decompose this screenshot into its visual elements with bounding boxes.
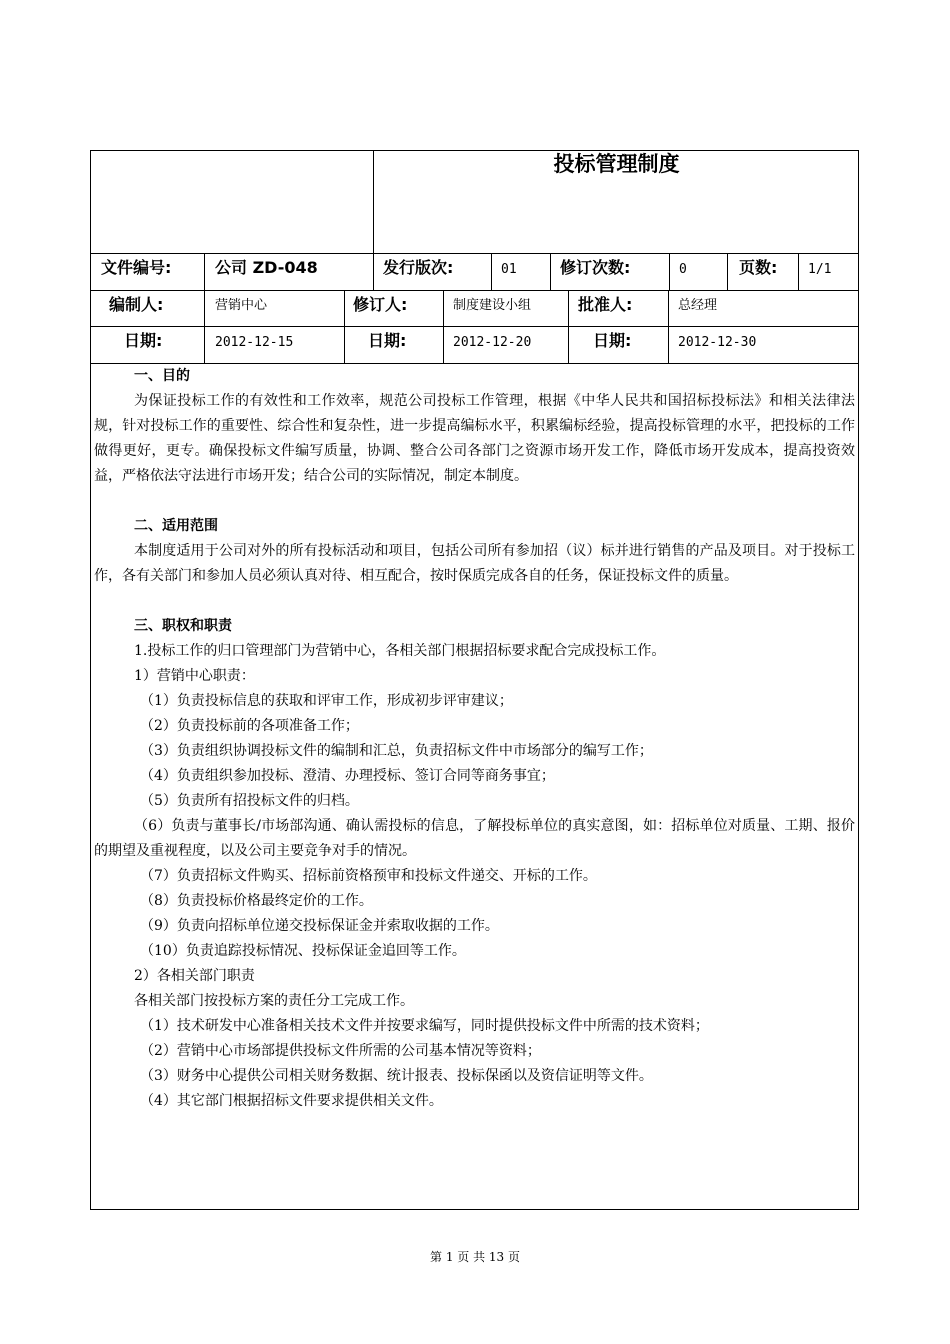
reviser-label: 修订人:: [353, 295, 408, 314]
date-label: 日期:: [124, 331, 163, 350]
document-body: [90, 364, 859, 1114]
list-item: （4）负责组织参加投标、澄清、办理授标、签订合同等商务事宜；: [140, 768, 555, 784]
table-rule: [204, 253, 205, 290]
author-value: 营销中心: [215, 298, 268, 313]
list-item: （9）负责向招标单位递交投标保证金并索取收据的工作。: [140, 918, 499, 934]
list-item: （1）技术研发中心准备相关技术文件并按要求编写，同时提供投标文件中所需的技术资料；: [140, 1018, 709, 1034]
section-heading: 一、目的: [134, 368, 190, 384]
edition-label: 发行版次:: [383, 258, 454, 277]
table-rule: [550, 253, 551, 290]
paragraph: 1.投标工作的归口管理部门为营销中心，各相关部门根据招标要求配合完成投标工作。: [134, 643, 666, 659]
list-item: （10）负责追踪投标情况、投标保证金追回等工作。: [140, 943, 466, 959]
table-rule: [668, 290, 669, 363]
table-rule: [91, 326, 858, 327]
paragraph: 各相关部门按投标方案的责任分工完成工作。: [134, 993, 414, 1009]
date-value: 2012-12-20: [453, 335, 532, 350]
list-item: （8）负责投标价格最终定价的工作。: [140, 893, 373, 909]
section-heading: 二、适用范围: [134, 518, 218, 534]
list-item: （4）其它部门根据招标文件要求提供相关文件。: [140, 1093, 443, 1109]
doc-no-value: 公司 ZD-048: [215, 258, 318, 277]
pages-label: 页数:: [739, 258, 778, 277]
list-item: （2）负责投标前的各项准备工作；: [140, 718, 359, 734]
list-item: （3）负责组织协调投标文件的编制和汇总，负责招标文件中市场部分的编写工作；: [140, 743, 653, 759]
revision-label: 修订次数:: [560, 258, 631, 277]
list-item: （7）负责招标文件购买、招标前资格预审和投标文件递交、开标的工作。: [140, 868, 597, 884]
edition-value: 01: [501, 262, 517, 277]
list-item: （6）负责与董事长/市场部沟通、确认需投标的信息，了解投标单位的真实意图，如：招标单位对质量、工期、报价的期望及重视程度，以及公司主要竞争对手的情况。: [94, 818, 855, 859]
paragraph: 为保证投标工作的有效性和工作效率，规范公司投标工作管理，根据《中华人民共和国招标投标法》和相关法律法规，针对投标工作的重要性、综合性和复杂性，进一步提高编标水平，积累编标经验，提高投标管理的水平，把投标的工作做得更好，更专。确保投标文件编写质量，协调、整合公司各部门之资源市场开发工作，降低市场开发成本，提高投资效益，严格依法守法进行市场开发；结合公司的实际情况，制定本制度。: [94, 393, 855, 484]
subheading: 2）各相关部门职责: [134, 968, 255, 984]
subheading: 1）营销中心职责：: [134, 668, 255, 684]
table-rule: [491, 253, 492, 290]
section-heading: 三、职权和职责: [134, 618, 232, 634]
list-item: （1）负责投标信息的获取和评审工作，形成初步评审建议；: [140, 693, 513, 709]
table-rule: [373, 253, 374, 290]
date-value: 2012-12-15: [215, 335, 294, 350]
date-label: 日期:: [593, 331, 632, 350]
revision-value: 0: [679, 262, 687, 277]
list-item: （3）财务中心提供公司相关财务数据、统计报表、投标保函以及资信证明等文件。: [140, 1068, 653, 1084]
table-rule: [344, 290, 345, 363]
table-rule: [798, 253, 799, 290]
table-rule: [91, 290, 858, 291]
table-rule: [669, 253, 670, 290]
date-label: 日期:: [368, 331, 407, 350]
pages-value: 1/1: [808, 262, 832, 277]
paragraph: 本制度适用于公司对外的所有投标活动和项目，包括公司所有参加招（议）标并进行销售的产品及项目。对于投标工作，各有关部门和参加人员必须认真对待、相互配合，按时保质完成各自的任务，保证投标文件的质量。: [94, 543, 855, 584]
doc-no-label: 文件编号:: [101, 258, 172, 277]
document-title: 投标管理制度: [553, 152, 680, 176]
table-rule: [568, 290, 569, 363]
date-value: 2012-12-30: [678, 335, 757, 350]
table-rule: [727, 253, 728, 290]
table-rule: [443, 290, 444, 363]
table-rule: [204, 290, 205, 363]
approver-label: 批准人:: [578, 295, 633, 314]
list-item: （2）营销中心市场部提供投标文件所需的公司基本情况等资料；: [140, 1043, 541, 1059]
table-rule: [91, 253, 858, 254]
approver-value: 总经理: [678, 298, 718, 313]
page-footer: 第 1 页 共 13 页: [430, 1250, 520, 1264]
list-item: （5）负责所有招投标文件的归档。: [140, 793, 359, 809]
author-label: 编制人:: [109, 295, 164, 314]
reviser-value: 制度建设小组: [453, 298, 532, 313]
